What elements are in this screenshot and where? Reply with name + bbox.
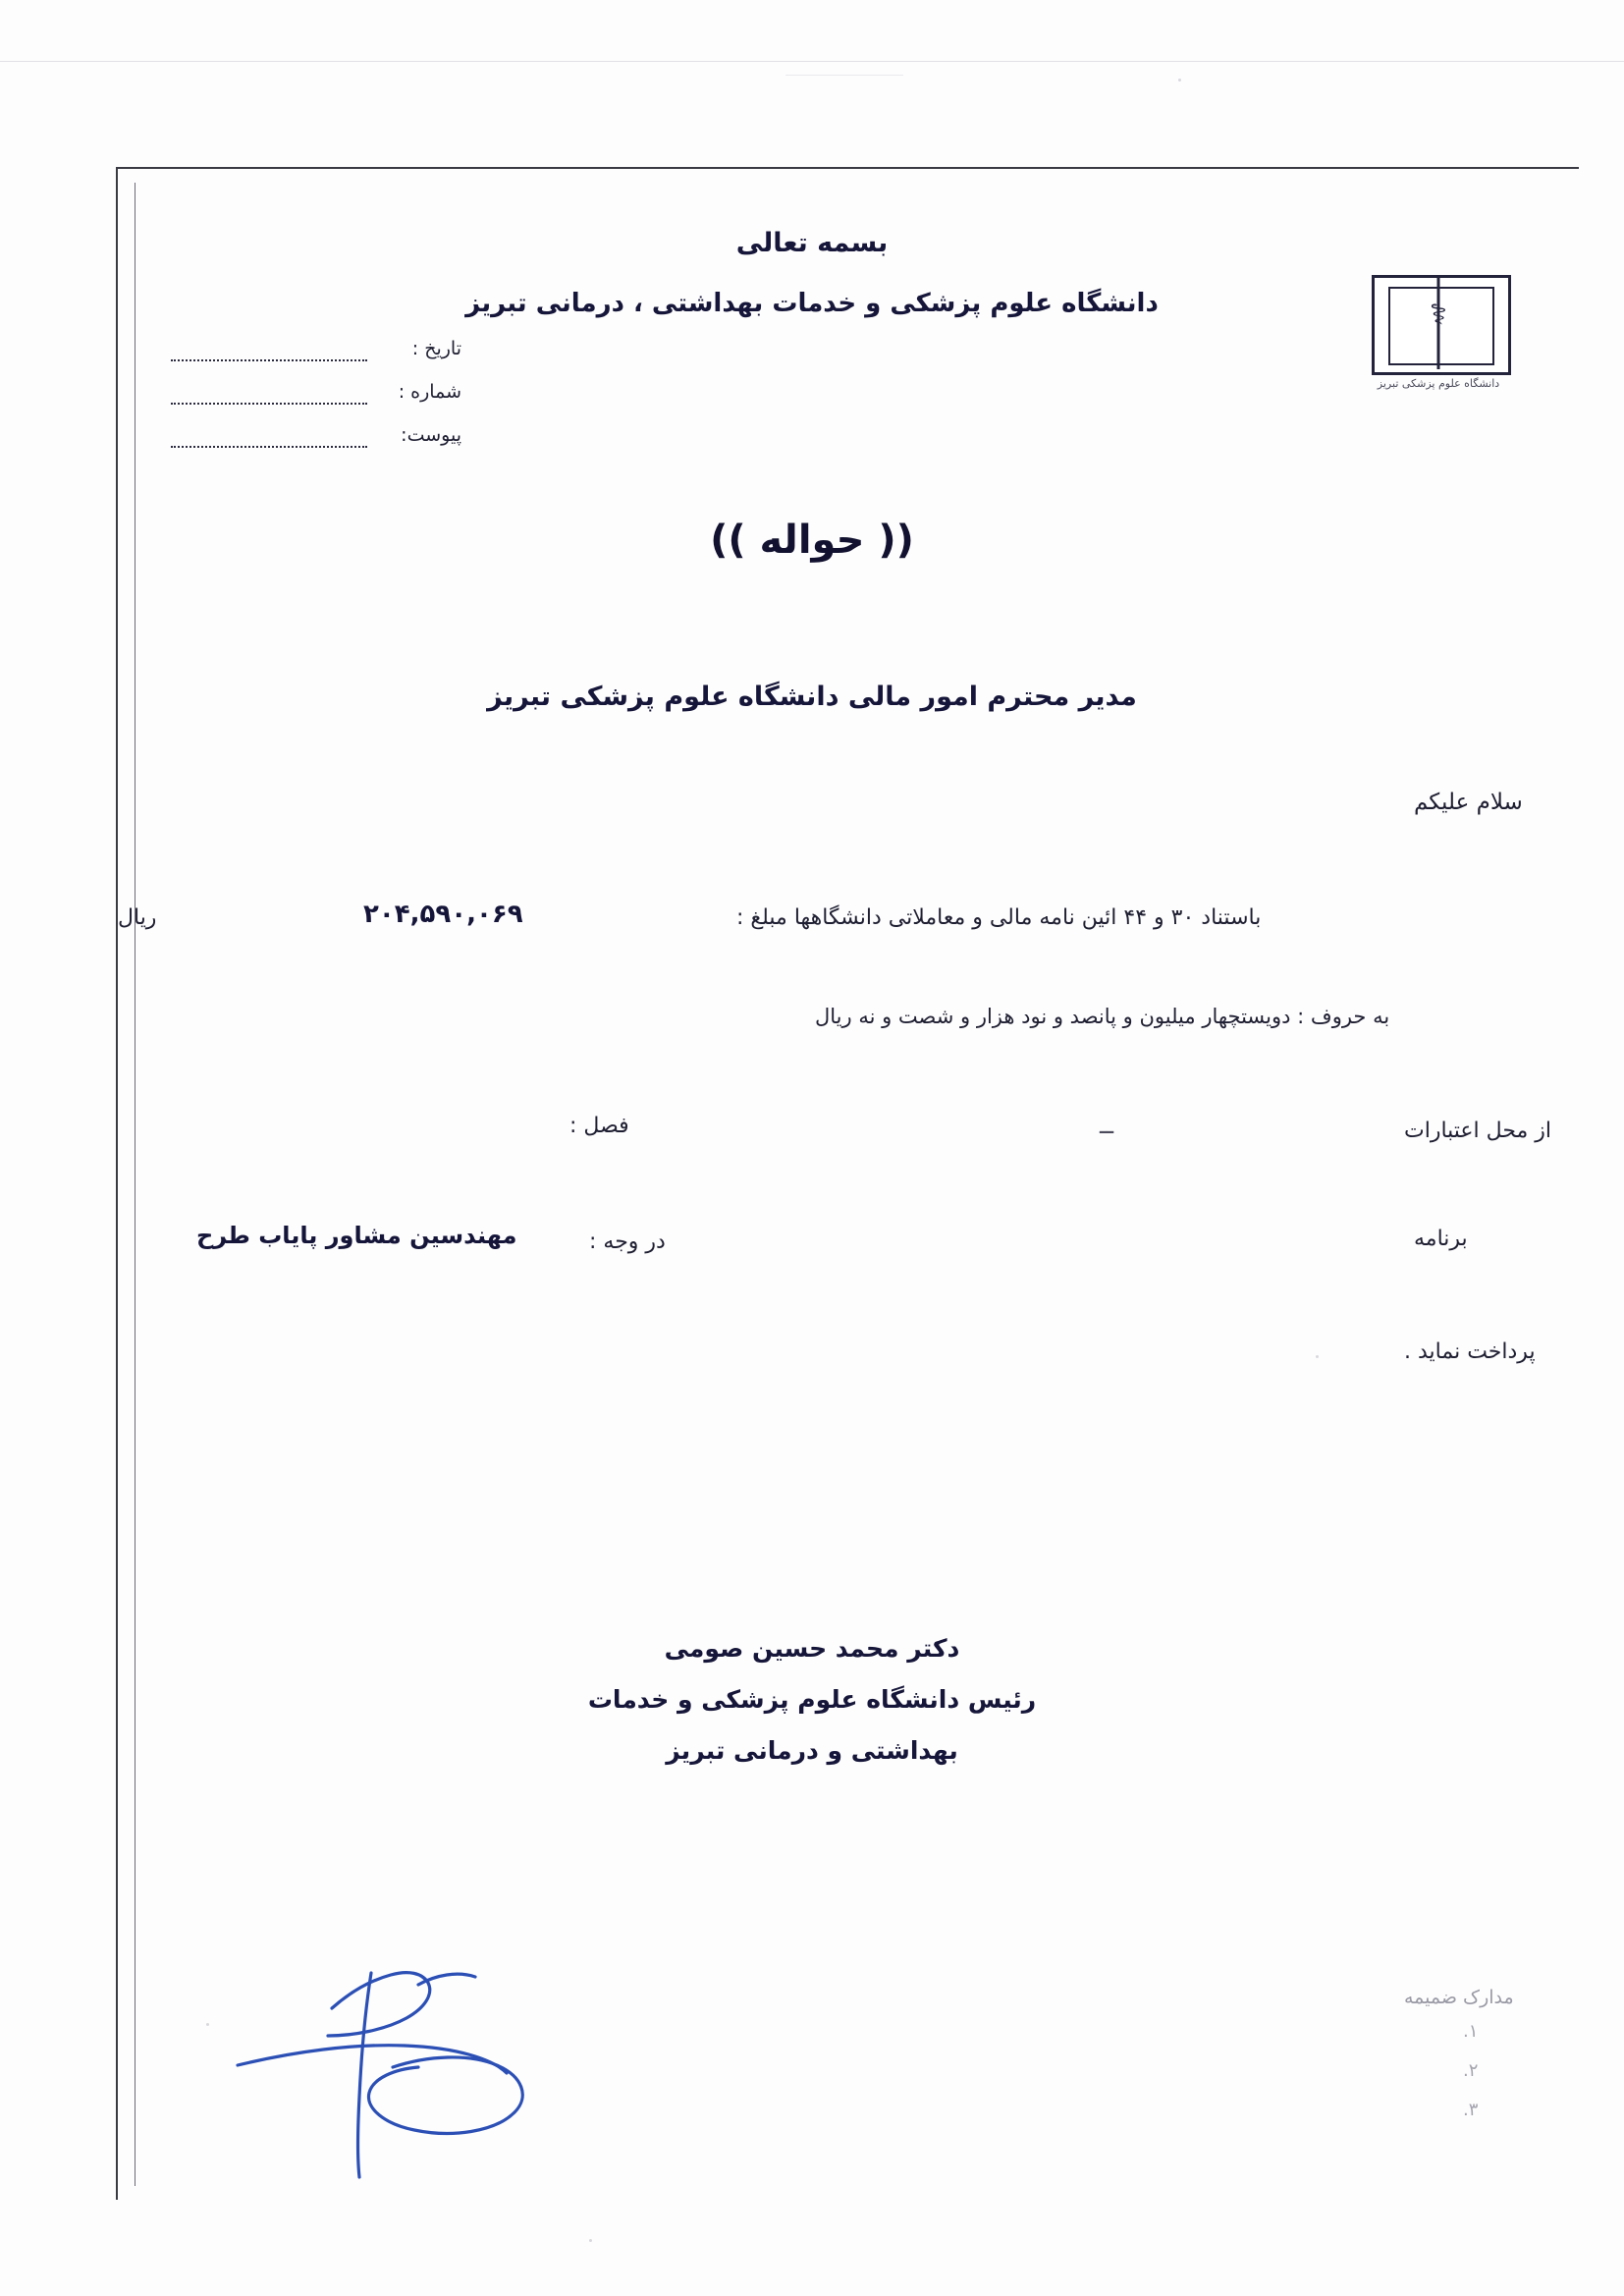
signer-title-line2: بهداشتی و درمانی تبریز	[666, 1736, 958, 1765]
chapter-label: فصل :	[569, 1114, 629, 1138]
program-label: برنامه	[1414, 1227, 1468, 1251]
logo-caption: دانشگاه علوم پزشکی تبریز	[1377, 377, 1500, 390]
signer-title-line1: رئیس دانشگاه علوم پزشکی و خدمات	[587, 1685, 1037, 1714]
addressee-line: مدیر محترم امور مالی دانشگاه علوم پزشکی تبریز	[487, 682, 1137, 712]
number-field-row	[167, 381, 461, 410]
payment-instruction: پرداخت نماید .	[1404, 1339, 1536, 1364]
attachment-item: ۲.	[1463, 2060, 1479, 2081]
document-title: (( حواله ))	[710, 518, 914, 563]
scan-speck	[1316, 1355, 1319, 1358]
attachment-item: ۱.	[1463, 2021, 1479, 2042]
university-name: دانشگاه علوم پزشکی و خدمات بهداشتی ، درمانی تبریز	[465, 289, 1159, 318]
form-border-inner	[135, 183, 1566, 2186]
date-field-row	[167, 338, 461, 367]
scan-edge-line	[0, 61, 1624, 62]
amount-currency-unit: ریال	[118, 905, 157, 930]
attachment-item: ۳.	[1463, 2100, 1479, 2120]
bismillah-heading: بسمه تعالی	[735, 228, 889, 258]
greeting-line: سلام علیکم	[1414, 790, 1523, 815]
number-label: شماره :	[398, 381, 461, 403]
date-label: تاریخ :	[411, 338, 461, 359]
date-input[interactable]	[171, 342, 367, 361]
amount-value: ۲۰۴,۵۹۰,۰۶۹	[363, 900, 523, 929]
amount-in-words: به حروف : دویستچهار میلیون و پانصد و نود هزار و شصت و نه ریال	[815, 1005, 1390, 1028]
attachment-field-row	[167, 424, 461, 454]
scan-edge-mark	[785, 75, 903, 76]
attachments-note: مدارک ضمیمه	[1404, 1987, 1514, 2008]
scan-speck	[206, 2023, 209, 2026]
amount-statement: باستناد ۳۰ و ۴۴ ائین نامه مالی و معاملاتی دانشگاهها مبلغ :	[736, 905, 1262, 930]
scan-speck	[589, 2239, 592, 2242]
attachment-input[interactable]	[171, 428, 367, 448]
university-emblem-icon	[1360, 267, 1517, 405]
payee-name: مهندسین مشاور پایاب طرح	[196, 1222, 517, 1249]
scan-speck	[1178, 79, 1181, 82]
payee-label: در وجه :	[589, 1230, 666, 1254]
number-input[interactable]	[171, 385, 367, 405]
signer-name: دکتر محمد حسین صومی	[664, 1634, 960, 1663]
credit-source-value: ــ	[1100, 1112, 1114, 1139]
caduceus-icon: ⚕	[1429, 294, 1448, 333]
credit-source-label: از محل اعتبارات	[1404, 1119, 1552, 1143]
attachment-label: پیوست:	[401, 424, 461, 446]
